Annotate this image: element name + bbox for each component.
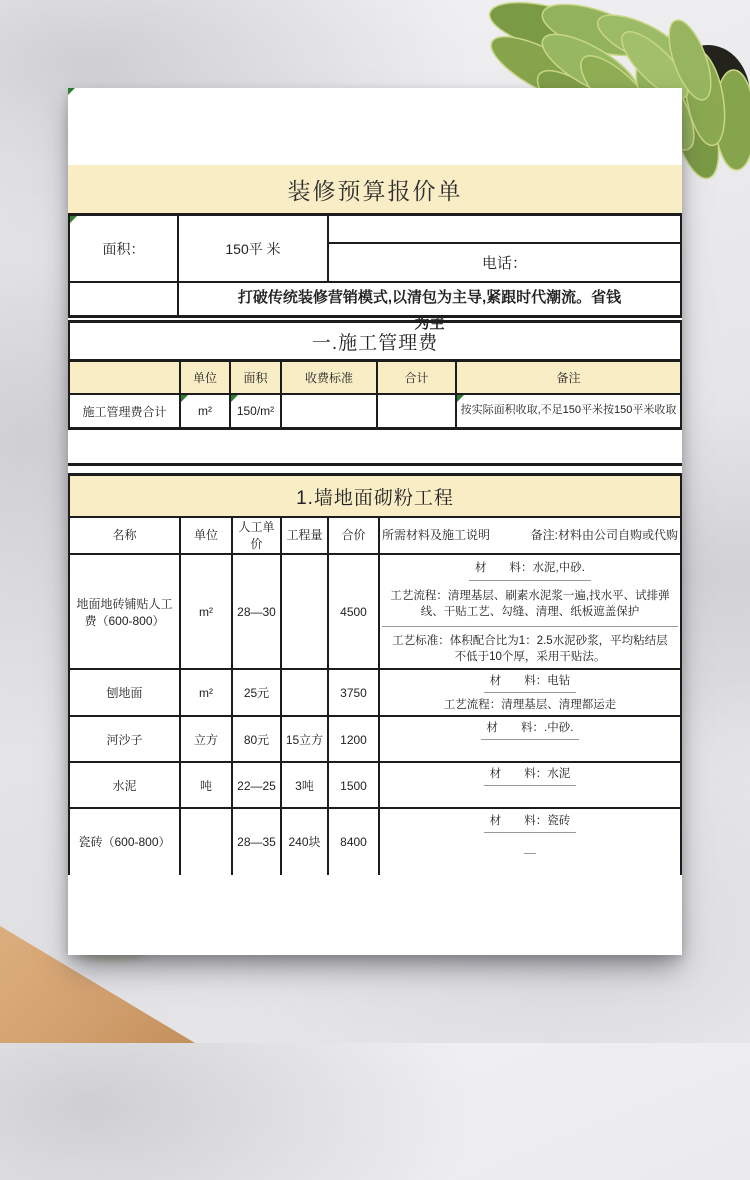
- area-label-cell: [70, 216, 179, 281]
- row-description-cell: [380, 763, 680, 809]
- row-labor-price-cell: 80元: [233, 717, 282, 763]
- slogan-line2: 为主: [414, 315, 445, 332]
- area-value-cell: [179, 216, 329, 281]
- phone-label: 电话：: [481, 255, 527, 272]
- row-description-cell: [380, 809, 680, 875]
- works-header-quantity: 工程量: [282, 518, 329, 553]
- area-value: 150平 米: [225, 240, 281, 257]
- fee-total-cell: [378, 395, 457, 427]
- fee-note-value: 按实际面积收取,不足150平米按150平米收取: [460, 404, 677, 417]
- description-line: 工艺流程：清理基层、刷素水泥浆一遍,找水平、试排弹线、干贴工艺、勾缝、清理、纸板遮盖保护: [382, 581, 678, 627]
- fee-unit-cell: [181, 395, 231, 427]
- header-area-cell: 面积: [231, 362, 282, 393]
- quotation-document-page: [68, 88, 682, 955]
- section2-title: 1.墙地面砌粉工程: [68, 473, 682, 518]
- row-unit-cell: 立方: [181, 717, 233, 763]
- management-fee-data-row: [70, 395, 680, 427]
- row-name-cell: 地面地砖铺贴人工费（600-800）: [70, 555, 181, 670]
- row-name-cell: 刨地面: [70, 670, 181, 717]
- row-total-cell: 3750: [329, 670, 380, 717]
- section1-title: 一.施工管理费: [68, 320, 682, 362]
- header-unit-cell: 单位: [181, 362, 231, 393]
- works-header-labor-price: 人工单价: [233, 518, 282, 553]
- row-description-cell: [380, 670, 680, 717]
- fee-standard-cell: [282, 395, 378, 427]
- works-header-name: 名称: [70, 518, 181, 553]
- row-labor-price-cell: 22—25: [233, 763, 282, 809]
- row-unit-cell: m²: [181, 555, 233, 670]
- phone-label-cell: [329, 244, 680, 281]
- contact-cells: [329, 216, 680, 281]
- table-row: [70, 809, 680, 875]
- row-unit-cell: m²: [181, 670, 233, 717]
- works-table: [68, 518, 682, 875]
- row-labor-price-cell: 28—30: [233, 555, 282, 670]
- row-labor-price-cell: 25元: [233, 670, 282, 717]
- description-line: 材 料：瓷砖: [484, 809, 577, 833]
- description-line: 材 料：电钻: [484, 670, 577, 693]
- row-name-cell: 水泥: [70, 763, 181, 809]
- fee-note-cell: [457, 395, 680, 427]
- row-total-cell: 8400: [329, 809, 380, 875]
- header-standard-cell: 收费标准: [282, 362, 378, 393]
- description-line: [524, 740, 536, 763]
- table-row: [70, 763, 680, 809]
- description-line: [524, 833, 536, 854]
- info-table: [68, 213, 682, 332]
- row-total-cell: 4500: [329, 555, 380, 670]
- works-header-total: 合价: [329, 518, 380, 553]
- fee-name-cell: 施工管理费合计: [70, 395, 181, 427]
- works-header-description: [380, 518, 680, 553]
- row-total-cell: 1500: [329, 763, 380, 809]
- row-unit-cell: 吨: [181, 763, 233, 809]
- description-line: 工艺流程：清理基层、清理都运走: [443, 699, 617, 712]
- row-name-cell: 瓷砖（600-800）: [70, 809, 181, 875]
- divider-line: [68, 463, 682, 466]
- desc-header-note: 备注:材料由公司自购或代购: [530, 528, 678, 543]
- row-total-cell: 1200: [329, 717, 380, 763]
- row-quantity-cell: 3吨: [282, 763, 329, 809]
- desc-header-label: 所需材料及施工说明: [382, 528, 491, 543]
- slogan-line1: 打破传统装修营销模式,以清包为主导,紧跟时代潮流。省钱: [237, 289, 622, 306]
- description-line: 材 料：水泥,中砂.: [469, 555, 591, 581]
- row-description-cell: [380, 555, 680, 670]
- header-note-cell: 备注: [556, 371, 581, 385]
- slogan-left-empty-cell: [70, 281, 179, 315]
- cell-comment-marker-icon: [68, 88, 75, 95]
- cell-comment-marker-icon: [181, 395, 188, 402]
- works-header-row: [70, 518, 680, 555]
- fee-area-value: 150/m²: [236, 404, 275, 418]
- table-row: [70, 670, 680, 717]
- management-fee-table: [68, 362, 682, 430]
- cell-comment-marker-icon: [457, 395, 464, 402]
- row-quantity-cell: [282, 555, 329, 670]
- description-line: 工艺标准：体积配合比为1：2.5水泥砂浆，平均粘结层不低于10个厚，采用干贴法。: [392, 635, 668, 663]
- table-row: [70, 717, 680, 763]
- header-name-cell: [70, 362, 181, 393]
- header-total-cell: 合计: [378, 362, 457, 393]
- row-labor-price-cell: 28—35: [233, 809, 282, 875]
- table-row: [70, 555, 680, 670]
- row-quantity-cell: 240块: [282, 809, 329, 875]
- fee-area-cell: [231, 395, 282, 427]
- row-quantity-cell: 15立方: [282, 717, 329, 763]
- works-header-unit: 单位: [181, 518, 233, 553]
- description-line: 材 料：.中砂.: [481, 717, 580, 740]
- row-unit-cell: [181, 809, 233, 875]
- row-description-cell: [380, 717, 680, 763]
- area-label: 面积：: [102, 240, 145, 257]
- slogan-cell: [179, 281, 680, 332]
- cell-comment-marker-icon: [231, 395, 238, 402]
- cell-comment-marker-icon: [70, 216, 77, 223]
- page-top-margin: [68, 88, 682, 165]
- management-fee-header-row: [70, 362, 680, 395]
- document-title: 装修预算报价单: [68, 165, 682, 213]
- description-line: [524, 786, 536, 809]
- description-line: 材 料：水泥: [484, 763, 577, 786]
- fee-unit-value: m²: [198, 404, 212, 418]
- description-line: [524, 854, 536, 875]
- empty-contact-cell: [329, 216, 680, 244]
- row-quantity-cell: [282, 670, 329, 717]
- row-name-cell: 河沙子: [70, 717, 181, 763]
